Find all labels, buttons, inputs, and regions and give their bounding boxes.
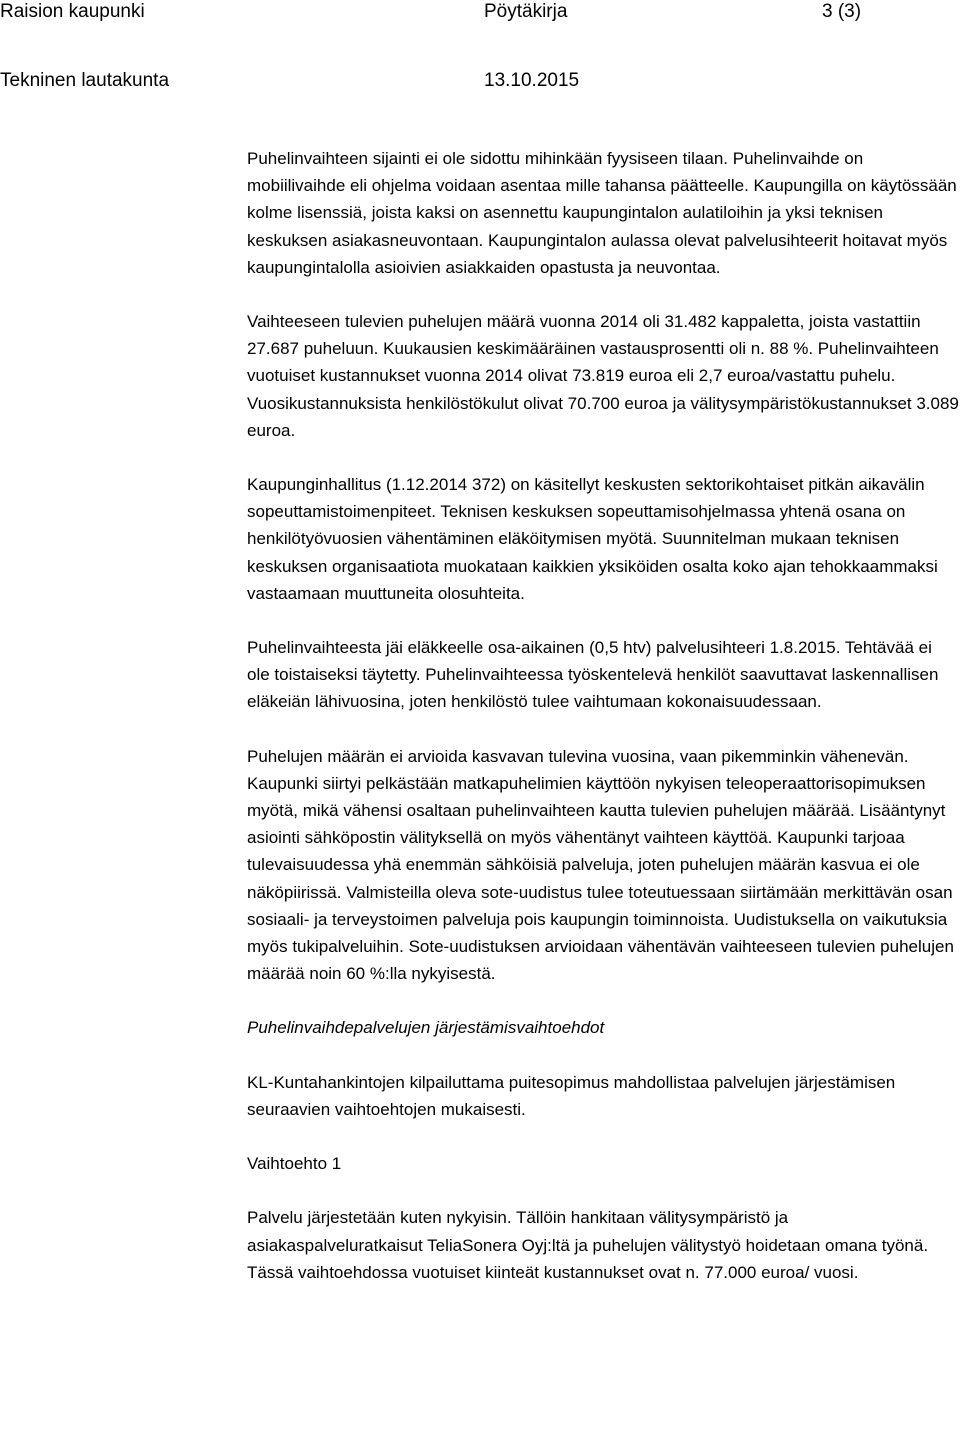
section-intro: KL-Kuntahankintojen kilpailuttama puitesopimus mahdollistaa palvelujen järjestämisen seuraavien vaihtoehtojen mukaisesti. (247, 1072, 896, 1119)
paragraph-staffing: Puhelinvaihteesta jäi eläkkeelle osa-aikainen (0,5 htv) palvelusihteeri 1.8.2015. Tehtävää ei ole toistaiseksi täytetty. Puhelinvaihteessa työskentelevä henkilöt saavuttavat laskennallisen eläkeiän lähivuosina, joten henkilöstö tulee vaihtumaan kokonaisuudessaan. (247, 638, 939, 712)
page-number: 3 (3) (822, 1, 862, 22)
document-type: Pöytäkirja (484, 1, 568, 22)
meeting-date: 13.10.2015 (484, 70, 580, 91)
paragraph-switchboard-location: Puhelinvaihteen sijainti ei ole sidottu mihinkään fyysiseen tilaan. Puhelinvaihde on mobiilivaihde eli ohjelma voidaan asentaa mille tahansa päätteelle. Kaupungilla on käytössään kolme lisenssiä, joista kaksi on asennettu kaupungintalon aulatiloihin ja yksi teknisen keskuksen asiakasneuvontaan. Kaupungintalon aulassa olevat palvelusihteerit hoitavat myös kaupungintalolla asioivien asiakkaiden opastusta ja neuvontaa. (247, 149, 957, 277)
document-body (247, 145, 959, 1286)
document-subheader (0, 69, 960, 97)
document-header (0, 0, 960, 28)
option-1-title: Vaihtoehto 1 (247, 1154, 342, 1174)
paragraph-call-statistics: Vaihteeseen tulevien puhelujen määrä vuonna 2014 oli 31.482 kappaletta, joista vastattiin 27.687 puheluun. Kuukausien keskimääräinen vastausprosentti oli n. 88 %. Puhelinvaihteen vuotuiset kustannukset vuonna 2014 olivat 73.819 euroa eli 2,7 euroa/vastattu puhelu. Vuosikustannuksista henkilöstökulut olivat 70.700 euroa ja välitysympäristökustannukset 3.089 euroa. (247, 312, 959, 440)
paragraph-adjustment-measures: Kaupunginhallitus (1.12.2014 372) on käsitellyt keskusten sektorikohtaiset pitkän aikavälin sopeuttamistoimenpiteet. Teknisen keskuksen sopeuttamisohjelmassa yhtenä osana on henkilötyövuosien vähentäminen eläköitymisen myötä. Suunnitelman mukaan teknisen keskuksen organisaatiota muokataan kaikkien yksiköiden osalta koko ajan tehokkaammaksi vastaamaan muuttuneita olosuhteita. (247, 475, 938, 603)
section-heading: Puhelinvaihdepalvelujen järjestämisvaihtoehdot (247, 1018, 605, 1038)
option-1-text: Palvelu järjestetään kuten nykyisin. Tällöin hankitaan välitysympäristö ja asiakaspalveluratkaisut TeliaSonera Oyj:ltä ja puhelujen välitystyö hoidetaan omana työnä. Tässä vaihtoehdossa vuotuiset kiinteät kustannukset ovat n. 77.000 euroa/ vuosi. (247, 1208, 929, 1282)
paragraph-call-volume-outlook: Puhelujen määrän ei arvioida kasvavan tulevina vuosina, vaan pikemminkin vähenevän. Kaupunki siirtyi pelkästään matkapuhelimien käyttöön nykyisen teleoperaattorisopimuksen myötä, mikä vähensi osaltaan puhelinvaihteen kautta tulevien puhelujen määrää. Lisääntynyt asiointi sähköpostin välityksellä on myös vähentänyt vaihteen käyttöä. Kaupunki tarjoaa tulevaisuudessa yhä enemmän sähköisiä palveluja, joten puhelujen määrän kasvua ei ole näköpiirissä. Valmisteilla oleva sote-uudistus tulee toteutuessaan siirtämään merkittävän osan sosiaali- ja terveystoimen palveluja pois kaupungin toiminnoista. Uudistuksella on vaikutuksia myös tukipalveluihin. Sote-uudistuksen arvioidaan vähentävän vaihteeseen tulevien puhelujen määrää noin 60 %:lla nykyisestä. (247, 746, 954, 984)
organization-name: Raision kaupunki (0, 1, 145, 22)
board-name: Tekninen lautakunta (0, 70, 170, 91)
